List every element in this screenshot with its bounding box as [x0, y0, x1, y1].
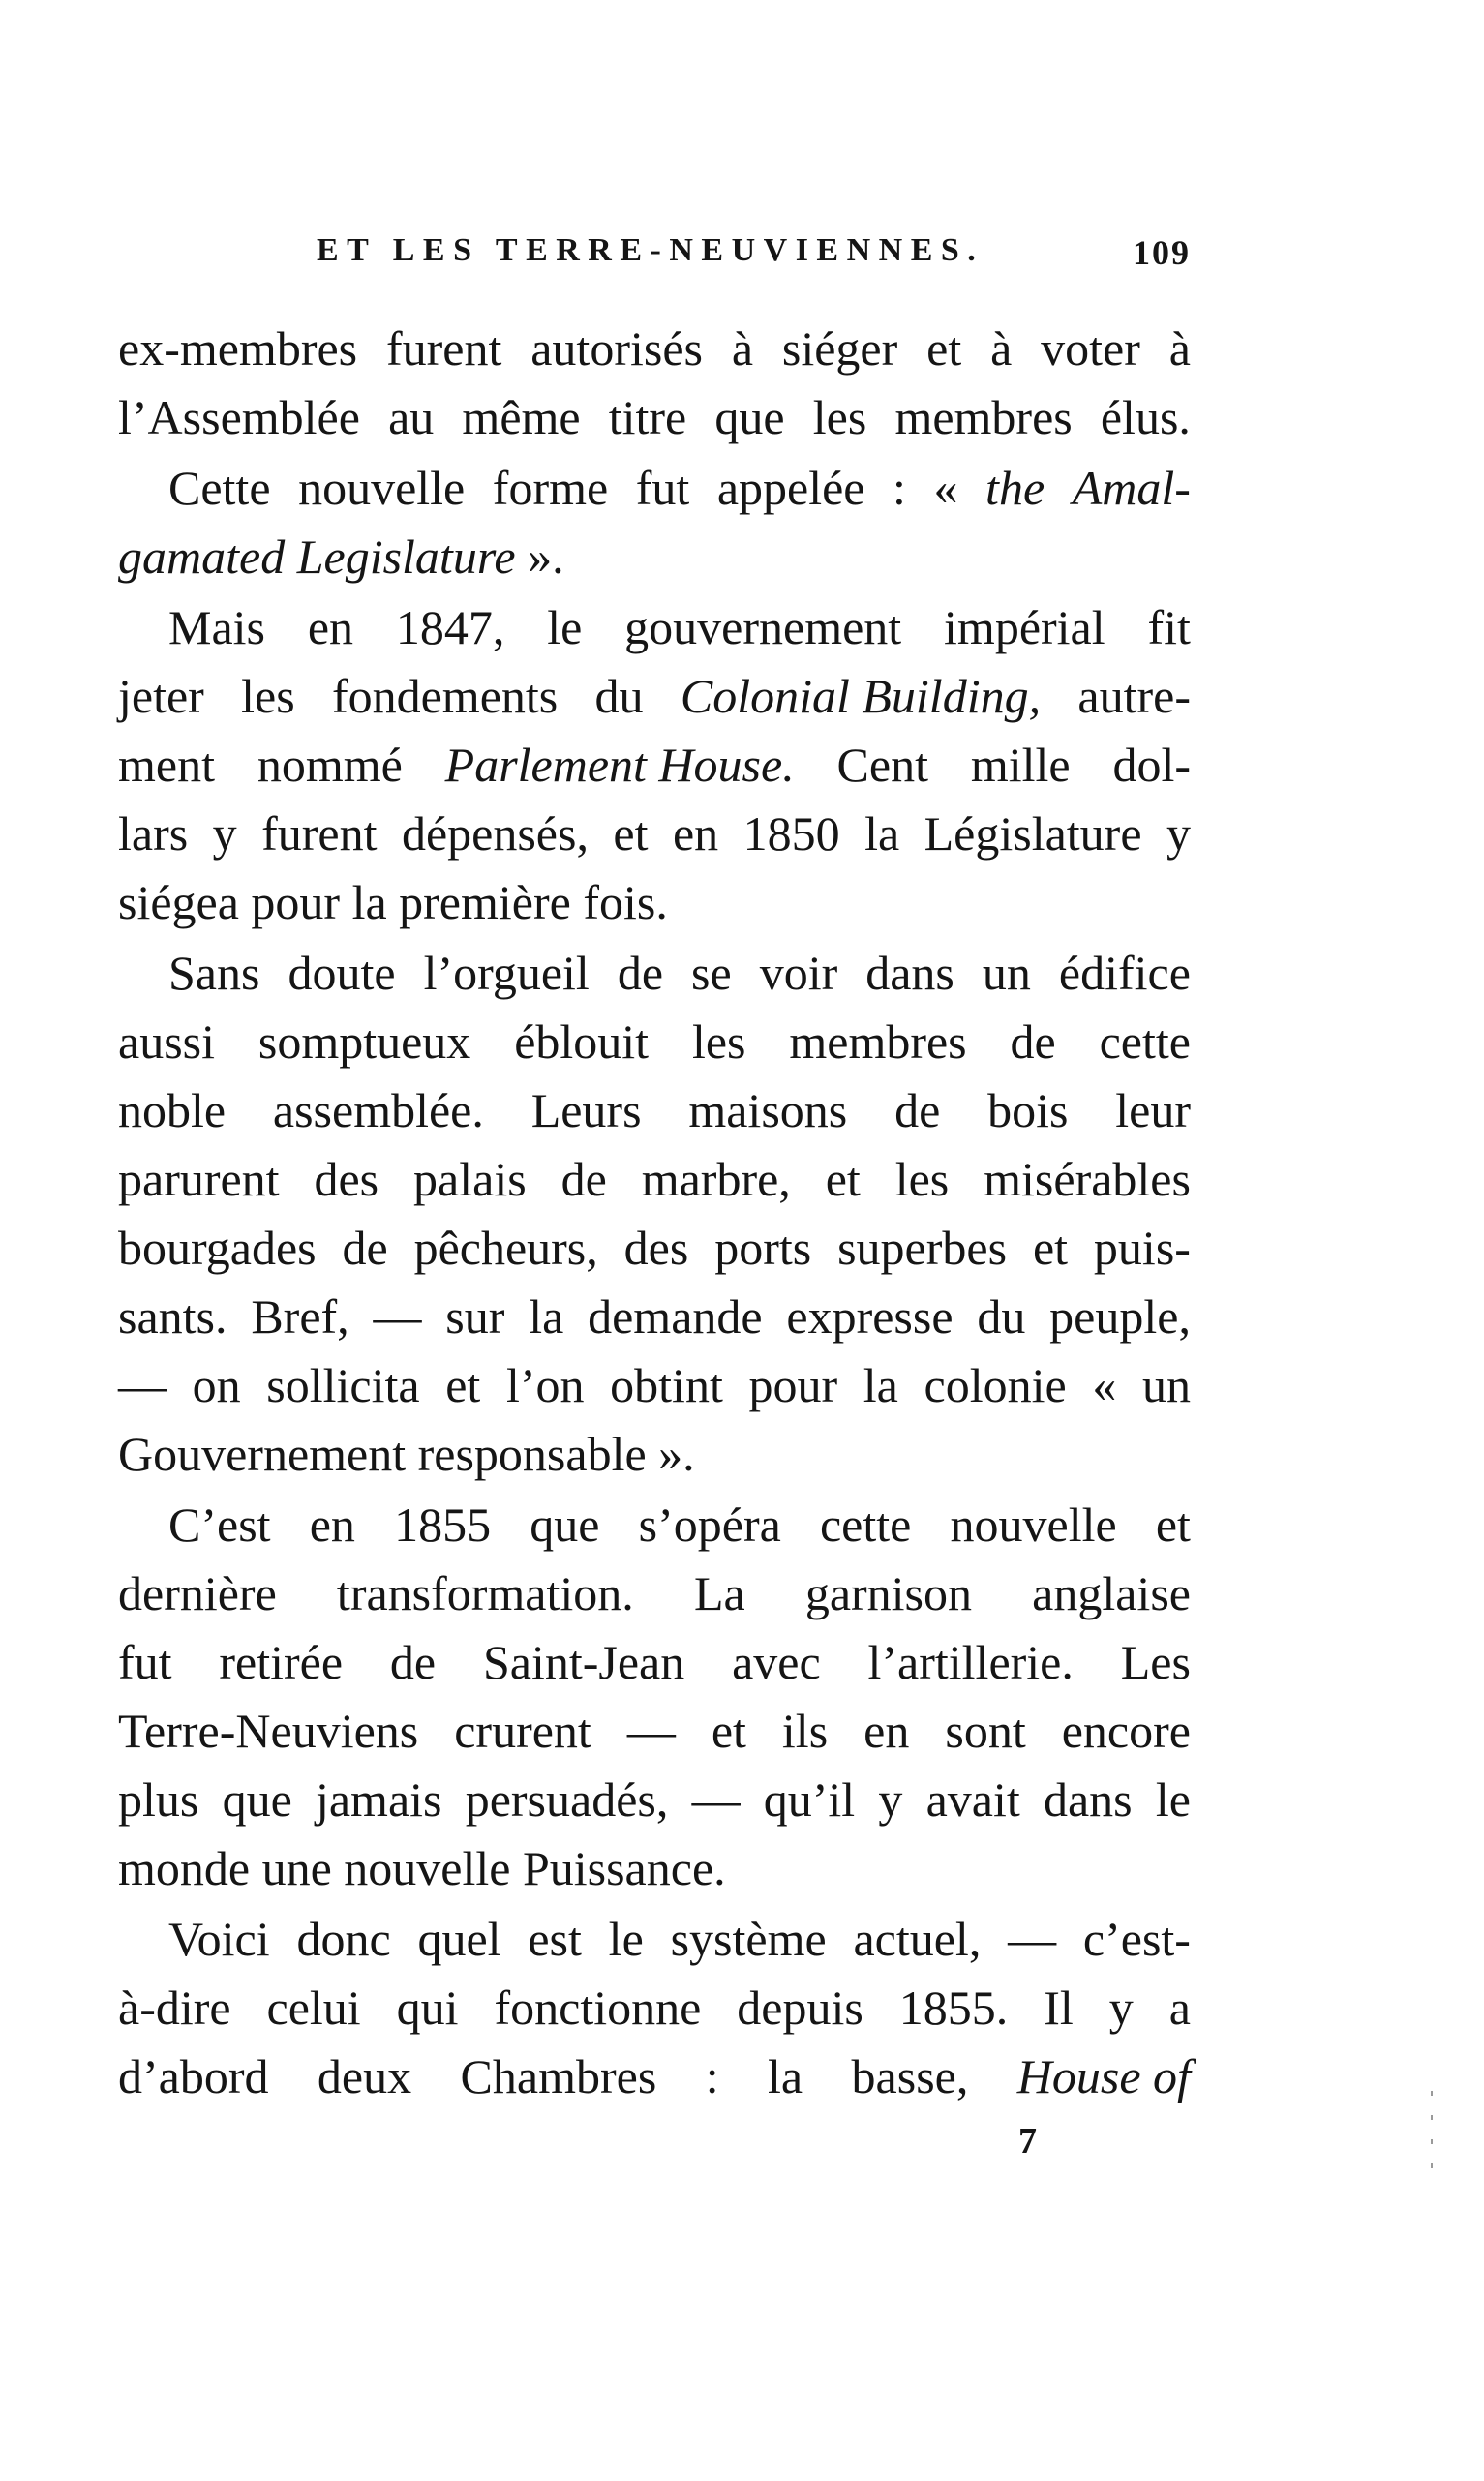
text-line	[118, 1214, 1191, 1283]
word: dans	[1043, 1772, 1133, 1827]
margin-speck	[1431, 2115, 1433, 2120]
word: l’Assemblée	[118, 390, 360, 444]
word: gouvernement	[624, 600, 902, 654]
word: un	[1141, 1358, 1191, 1412]
word: éblouit	[514, 1014, 650, 1069]
word: autre-	[1077, 669, 1191, 723]
word: à	[731, 321, 754, 376]
word: système	[670, 1912, 827, 1966]
word: assemblée.	[272, 1083, 484, 1137]
word: 1850	[742, 806, 840, 861]
text-line	[118, 1559, 1191, 1628]
word: superbes	[837, 1221, 1008, 1275]
text-line	[118, 1008, 1191, 1076]
text-line	[118, 454, 1191, 523]
italic-word: Parlement House.	[444, 738, 795, 792]
text-line	[118, 1697, 1191, 1766]
word: la	[863, 1358, 898, 1412]
word: des	[314, 1152, 379, 1206]
word: ports	[714, 1221, 812, 1275]
word: forme	[492, 461, 609, 515]
word: maisons	[688, 1083, 848, 1137]
word: un	[982, 946, 1031, 1000]
word: ».	[515, 529, 564, 584]
word: les	[894, 1152, 950, 1206]
word: sollicita	[266, 1358, 420, 1412]
word: :	[893, 461, 906, 515]
word: et	[825, 1152, 861, 1206]
word: membres	[789, 1014, 967, 1069]
word: fit	[1147, 600, 1191, 654]
word: anglaise	[1032, 1566, 1191, 1620]
word: puis-	[1093, 1221, 1191, 1275]
word: donc	[296, 1912, 391, 1966]
body-text	[118, 315, 1191, 2111]
word: actuel,	[853, 1912, 982, 1966]
word: on	[192, 1358, 241, 1412]
margin-speck	[1431, 2163, 1433, 2168]
word: colonie	[924, 1358, 1067, 1412]
text-line	[118, 1974, 1191, 2042]
word: autorisés	[530, 321, 703, 376]
word: le	[547, 600, 583, 654]
word: Législature	[924, 806, 1142, 861]
text-line	[118, 1351, 1191, 1420]
word: demande	[588, 1289, 763, 1344]
word: se	[691, 946, 732, 1000]
word: Cette	[168, 461, 271, 515]
word: ils	[781, 1704, 829, 1758]
word: appelée	[716, 461, 865, 515]
page-number: 109	[1133, 233, 1191, 272]
word: qu’il	[763, 1772, 856, 1827]
word: ment	[118, 738, 215, 792]
word: l’orgueil	[423, 946, 590, 1000]
word: a	[1168, 1981, 1191, 2035]
word: et	[1155, 1498, 1191, 1552]
word: que	[530, 1498, 600, 1552]
word: l’on	[505, 1358, 585, 1412]
word: y	[878, 1772, 903, 1827]
word: la	[529, 1289, 564, 1344]
word: marbre,	[641, 1152, 791, 1206]
word: nommé	[257, 738, 403, 792]
word: Chambres	[460, 2049, 657, 2103]
word: membres	[894, 390, 1073, 444]
word: —	[1008, 1912, 1057, 1966]
word: de	[1010, 1014, 1056, 1069]
word: Saint-Jean	[482, 1635, 685, 1689]
word: dans	[865, 946, 954, 1000]
word: peuple,	[1049, 1289, 1191, 1344]
text-line	[118, 523, 1191, 591]
word: plus	[118, 1772, 199, 1827]
text-line	[118, 383, 1191, 452]
word: c’est-	[1082, 1912, 1191, 1966]
word: cette	[1099, 1014, 1191, 1069]
word: la	[768, 2049, 803, 2103]
word: dépensés,	[401, 806, 589, 861]
word: en	[672, 806, 719, 861]
word: —	[118, 1358, 167, 1412]
running-head	[118, 232, 1191, 290]
word: de	[389, 1635, 437, 1689]
word: 1855.	[898, 1981, 1009, 2035]
word: Gouvernement responsable ».	[118, 1427, 695, 1481]
word: aussi	[118, 1014, 215, 1069]
word: siégea pour la première fois.	[118, 875, 668, 929]
italic-word: House of	[1016, 2049, 1191, 2103]
word: Il	[1044, 1981, 1074, 2035]
word: C’est	[168, 1498, 271, 1552]
text-line	[118, 1283, 1191, 1351]
word: fonctionne	[494, 1981, 702, 2035]
word: Sans	[168, 946, 260, 1000]
word: deux	[317, 2049, 412, 2103]
word: —	[691, 1772, 741, 1827]
text-line	[118, 1145, 1191, 1214]
word: Les	[1120, 1635, 1191, 1689]
word: doute	[288, 946, 396, 1000]
word: même	[462, 390, 581, 444]
word: Bref,	[251, 1289, 349, 1344]
word: avec	[732, 1635, 821, 1689]
word: sur	[445, 1289, 505, 1344]
word: en	[863, 1704, 910, 1758]
word: monde une nouvelle Puissance.	[118, 1841, 726, 1895]
word: ex-membres	[118, 321, 358, 376]
word: le	[1155, 1772, 1191, 1827]
word: «	[1092, 1358, 1117, 1412]
word: nouvelle	[950, 1498, 1117, 1552]
word: expresse	[786, 1289, 954, 1344]
word: dol-	[1112, 738, 1191, 792]
word: :	[705, 2049, 719, 2103]
word: est	[528, 1912, 582, 1966]
word: Cent	[836, 738, 928, 792]
word: 1855	[394, 1498, 492, 1552]
text-line	[118, 1628, 1191, 1697]
text-line	[118, 731, 1191, 800]
word: crurent	[454, 1704, 591, 1758]
word: cette	[819, 1498, 912, 1552]
margin-speck	[1431, 2139, 1433, 2144]
word: siéger	[781, 321, 898, 376]
word: des	[623, 1221, 689, 1275]
word: du	[977, 1289, 1026, 1344]
text-line	[118, 868, 1191, 937]
signature-mark: 7	[1018, 2121, 1037, 2162]
word: y	[1108, 1981, 1134, 2035]
text-line	[118, 2042, 1191, 2111]
word: y	[1166, 806, 1191, 861]
word: dernière	[118, 1566, 277, 1620]
word: en	[309, 1498, 355, 1552]
word: mille	[970, 738, 1071, 792]
word: basse,	[851, 2049, 969, 2103]
word: titre	[608, 390, 687, 444]
word: voter	[1041, 321, 1140, 376]
word: jamais	[315, 1772, 442, 1827]
word: et	[613, 806, 649, 861]
text-line	[118, 1834, 1191, 1903]
word: Voici	[168, 1912, 270, 1966]
text-line	[118, 315, 1191, 383]
word: somptueux	[257, 1014, 471, 1069]
word: encore	[1061, 1704, 1191, 1758]
word: misérables	[984, 1152, 1191, 1206]
word: persuadés,	[465, 1772, 669, 1827]
text-line	[118, 1420, 1191, 1489]
italic-word: the	[985, 461, 1045, 515]
word: Leurs	[530, 1083, 642, 1137]
word: jeter	[118, 669, 204, 723]
word: bourgades	[118, 1221, 317, 1275]
text-line	[118, 662, 1191, 731]
word: sants.	[118, 1289, 227, 1344]
text-line	[118, 593, 1191, 662]
word: le	[608, 1912, 644, 1966]
word: Terre-Neuviens	[118, 1704, 419, 1758]
word: voir	[759, 946, 838, 1000]
word: en	[307, 600, 354, 654]
text-line	[118, 1766, 1191, 1834]
word: à	[1168, 321, 1191, 376]
word: et	[1032, 1221, 1069, 1275]
word: du	[594, 669, 644, 723]
word: les	[241, 669, 295, 723]
running-title: ET LES TERRE-NEUVIENNES.	[317, 232, 984, 268]
word: parurent	[118, 1152, 280, 1206]
italic-word: Colonial Building,	[680, 669, 1042, 723]
margin-speck	[1431, 2091, 1433, 2096]
word: et	[926, 321, 962, 376]
word: nouvelle	[298, 461, 466, 515]
word: pêcheurs,	[413, 1221, 598, 1275]
word: 1847,	[395, 600, 505, 654]
word: que	[222, 1772, 292, 1827]
word: palais	[413, 1152, 527, 1206]
text-line	[118, 800, 1191, 868]
word: de	[560, 1152, 607, 1206]
word: s’opéra	[638, 1498, 781, 1552]
word: leur	[1115, 1083, 1191, 1137]
word: avait	[925, 1772, 1020, 1827]
word: retirée	[219, 1635, 344, 1689]
text-line	[118, 1491, 1191, 1559]
word: les	[691, 1014, 746, 1069]
word: obtint	[610, 1358, 723, 1412]
word: fut	[118, 1635, 172, 1689]
text-line	[118, 1905, 1191, 1974]
word: depuis	[737, 1981, 863, 2035]
word: édifice	[1058, 946, 1191, 1000]
text-line	[118, 1076, 1191, 1145]
word: et	[445, 1358, 481, 1412]
word: à-dire	[118, 1981, 231, 2035]
word: furent	[261, 806, 378, 861]
word: de	[342, 1221, 388, 1275]
word: de	[894, 1083, 941, 1137]
word: et	[711, 1704, 746, 1758]
word: pour	[748, 1358, 838, 1412]
word: sont	[945, 1704, 1026, 1758]
word: lars	[118, 806, 189, 861]
word: quel	[417, 1912, 501, 1966]
word: qui	[396, 1981, 459, 2035]
word: de	[617, 946, 664, 1000]
word: la	[864, 806, 900, 861]
word: fut	[635, 461, 690, 515]
word: «	[933, 461, 958, 515]
word: garnison	[804, 1566, 973, 1620]
word: l’artillerie.	[867, 1635, 1074, 1689]
italic-word: Amal-	[1072, 461, 1191, 515]
word: élus.	[1100, 390, 1191, 444]
word: noble	[118, 1083, 227, 1137]
margin-specks	[1429, 2091, 1435, 2478]
text-line	[118, 939, 1191, 1008]
word: Mais	[168, 600, 265, 654]
word: bois	[987, 1083, 1069, 1137]
word: à	[990, 321, 1013, 376]
word: fondements	[331, 669, 559, 723]
italic-word: gamated Legislature	[118, 529, 516, 584]
word: les	[812, 390, 867, 444]
word: au	[388, 390, 435, 444]
word: que	[714, 390, 785, 444]
word: y	[212, 806, 237, 861]
word: La	[693, 1566, 745, 1620]
word: furent	[385, 321, 502, 376]
word: —	[373, 1289, 422, 1344]
word: transformation.	[336, 1566, 634, 1620]
word: impérial	[944, 600, 1105, 654]
word: celui	[266, 1981, 361, 2035]
word: —	[626, 1704, 676, 1758]
word: d’abord	[118, 2049, 269, 2103]
